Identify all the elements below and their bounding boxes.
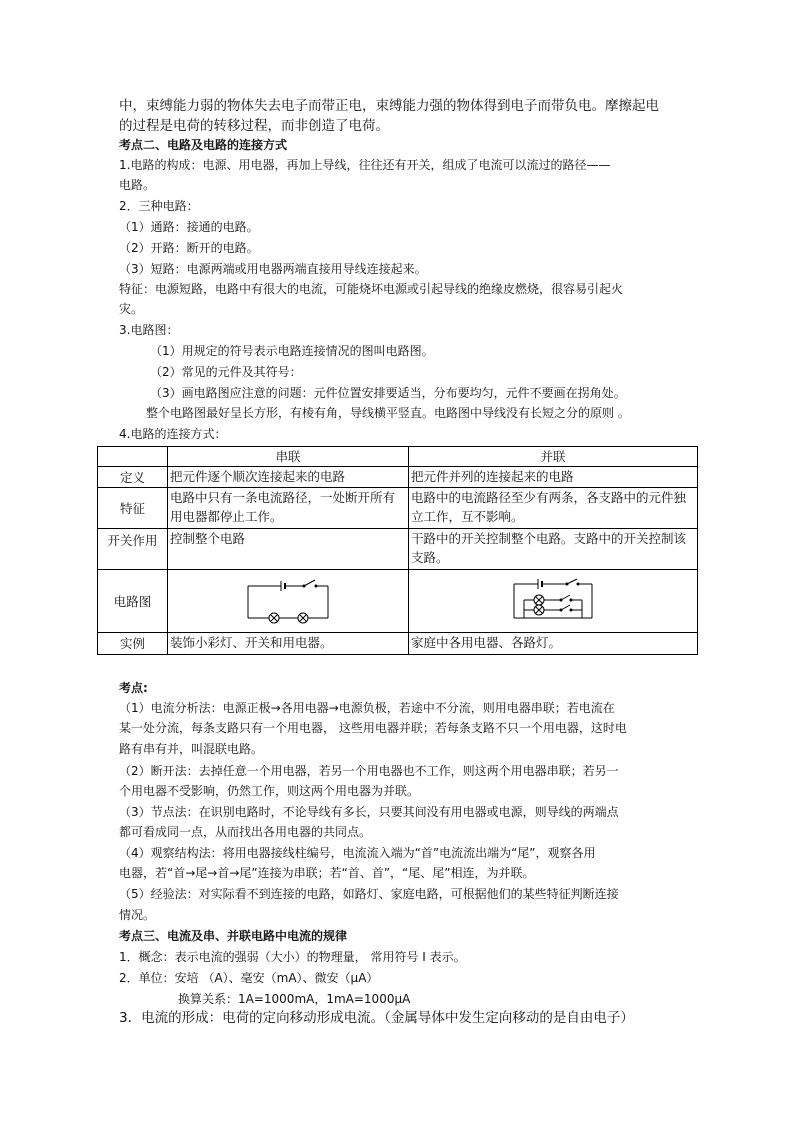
table-row: [98, 633, 698, 655]
circuit-diagram-item-2: （2）常见的元件及其符号：: [150, 365, 302, 379]
table-corner-cell: [98, 447, 168, 467]
short-circuit-feature-1: 特征：电源短路，电路中有很大的电流，可能烧坏电源或引起导线的绝缘皮燃烧，很容易引起火: [119, 282, 624, 296]
row-label-switch: 开关作用: [98, 529, 168, 570]
method-1-line-2: 某一处分流，每条支路只有一个用电器， 这些用电器并联；若每条支路不只一个用电器，这时电: [119, 721, 627, 735]
parallel-header: 并联: [409, 447, 698, 467]
series-definition: 把元件逐个顺次连接起来的电路: [168, 467, 409, 488]
row-label-diagram: 电路图: [98, 570, 168, 633]
circuit-composition-line-2: 电路。: [119, 178, 156, 192]
parallel-circuit-diagram: [508, 578, 598, 624]
row-label-feature: 特征: [98, 488, 168, 529]
table-row: [98, 488, 698, 529]
current-formation: 3．电流的形成：电荷的定向移动形成电流。（金属导体中发生定向移动的是自由电子）: [119, 1010, 634, 1026]
method-3-line-1: （3）节点法：在识别电路时，不论导线有多长，只要其间没有用电器或电源，则导线的两端点: [119, 805, 619, 819]
unit-conversion: 换算关系：1A=1000mA，1mA=1000μA: [178, 992, 411, 1006]
circuit-diagram-title: 3.电路图：: [119, 323, 179, 337]
short-circuit-item: （3）短路：电源两端或用电器两端直接用导线连接起来。: [119, 262, 427, 276]
circuit-composition-line-1: 1.电路的构成：电源、用电器，再加上导线，往往还有开关，组成了电流可以流过的路径——: [119, 158, 611, 172]
parallel-example: 家庭中各用电器、各路灯。: [409, 633, 698, 655]
method-4-line-2: 电器，若“首→尾→首→尾”连接为串联；若“首、首”，“尾、尾”相连，为并联。: [119, 866, 535, 880]
series-circuit-diagram-cell: [168, 570, 409, 633]
parallel-definition: 把元件并列的连接起来的电路: [409, 467, 698, 488]
open-circuit-item: （2）开路：断开的电路。: [119, 241, 259, 255]
parallel-feature: 电路中的电流路径至少有两条，各支路中的元件独立工作，互不影响。: [409, 488, 698, 529]
series-header: 串联: [168, 447, 409, 467]
row-label-example: 实例: [98, 633, 168, 655]
current-concept: 1．概念：表示电流的强弱（大小）的物理量， 常用符号 I 表示。: [119, 950, 466, 964]
circuit-diagram-item-3: （3）画电路图应注意的问题：元件位置安排要适当，分布要均匀，元件不要画在拐角处。: [150, 386, 626, 400]
series-circuit-diagram: [243, 578, 333, 624]
three-circuits-title: 2．三种电路：: [119, 199, 199, 213]
short-circuit-feature-2: 灾。: [119, 302, 144, 316]
series-example: 装饰小彩灯、开关和用电器。: [168, 633, 409, 655]
method-5-line-2: 情况。: [119, 908, 156, 922]
table-row: [98, 570, 698, 633]
method-1-line-3: 路有串有并，叫混联电路。: [119, 742, 264, 756]
table-row: [98, 467, 698, 488]
series-switch-role: 控制整个电路: [168, 529, 409, 570]
series-feature: 电路中只有一条电流路径，一处断开所有用电器都停止工作。: [168, 488, 409, 529]
row-label-definition: 定义: [98, 467, 168, 488]
table-header-row: [98, 447, 698, 467]
section2-heading: 考点二、电路及电路的连接方式: [119, 138, 288, 152]
method-4-line-1: （4）观察结构法：将用电器接线柱编号，电流流入端为“首”电流流出端为“尾”，观察各用: [119, 846, 596, 860]
method-5-line-1: （5）经验法：对实际看不到连接的电路，如路灯、家庭电路，可根据他们的某些特征判断连接: [119, 887, 619, 901]
method-1-line-1: （1）电流分析法：电源正极→各用电器→电源负极，若途中不分流，则用电器串联；若电流在: [119, 701, 615, 715]
section3-heading: 考点三、电流及串、并联电路中电流的规律: [119, 929, 348, 943]
circuit-diagram-item-1: （1）用规定的符号表示电路连接情况的图叫电路图。: [150, 344, 434, 358]
parallel-switch-role: 干路中的开关控制整个电路。支路中的开关控制该支路。: [409, 529, 698, 570]
table-row: [98, 529, 698, 570]
kaodian-heading: 考点:: [119, 681, 148, 695]
parallel-circuit-diagram-cell: [409, 570, 698, 633]
intro-line-2: 的过程是电荷的转移过程，而非创造了电荷。: [119, 118, 389, 134]
intro-line-1: 中，束缚能力弱的物体失去电子而带正电，束缚能力强的物体得到电子而带负电。摩擦起电: [119, 98, 659, 114]
method-3-line-2: 都可看成同一点，从而找出各用电器的共同点。: [119, 825, 372, 839]
method-2-line-1: （2）断开法：去掉任意一个用电器，若另一个用电器也不工作，则这两个用电器串联；若另一: [119, 764, 619, 778]
series-parallel-table: [97, 446, 698, 655]
circuit-diagram-item-3-cont: 整个电路图最好呈长方形，有棱有角，导线横平竖直。电路图中导线没有长短之分的原则 。: [146, 406, 630, 420]
method-2-line-2: 个用电器不受影响，仍然工作，则这两个用电器为并联。: [119, 784, 420, 798]
current-units: 2．单位：安培 （A）、毫安（mA）、微安（μA）: [119, 971, 379, 985]
closed-circuit-item: （1）通路：接通的电路。: [119, 220, 259, 234]
connection-methods-title: 4.电路的连接方式：: [119, 427, 227, 441]
